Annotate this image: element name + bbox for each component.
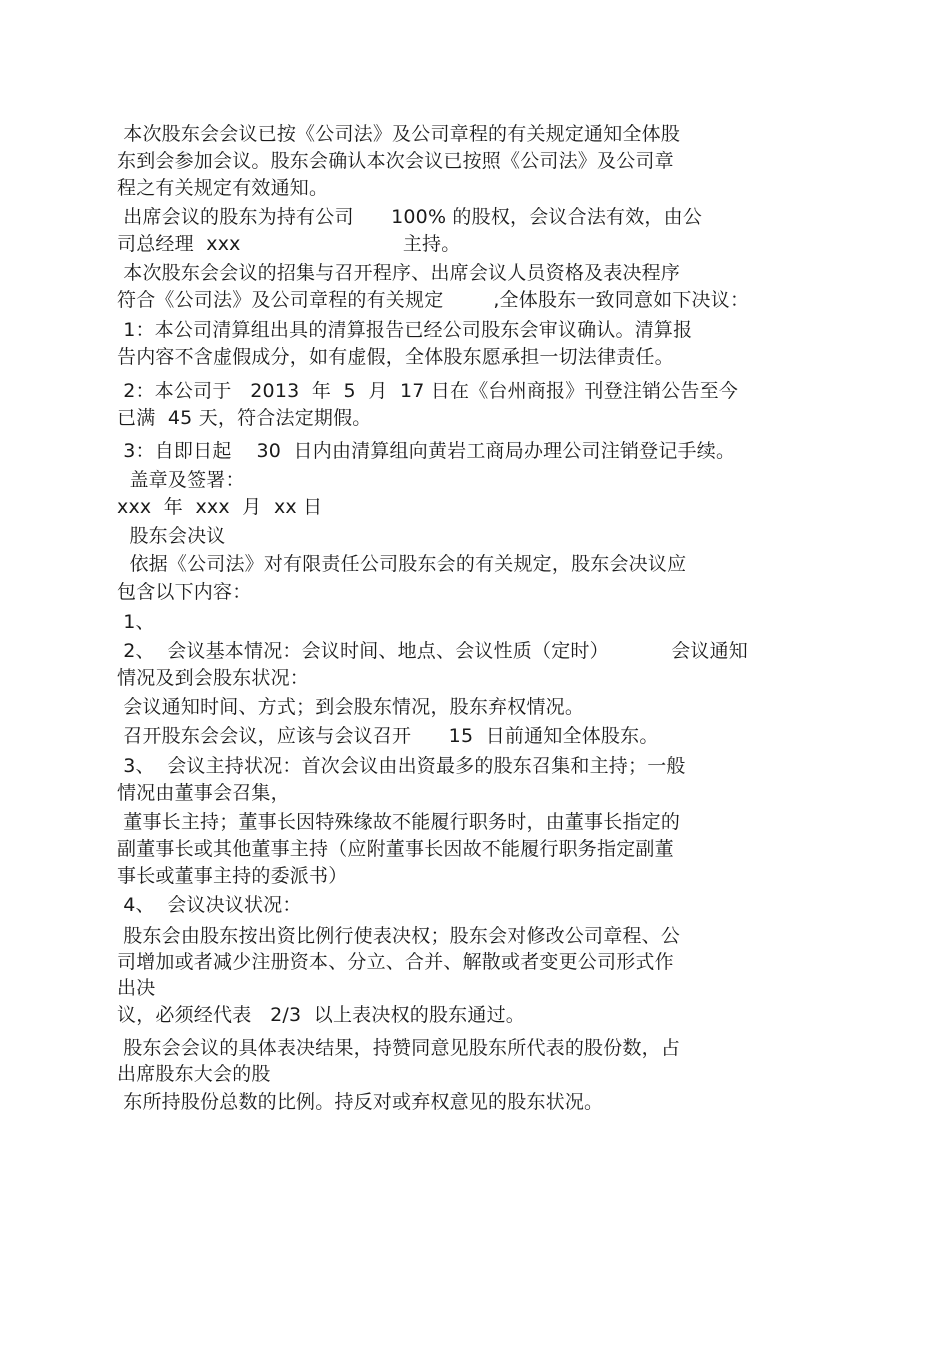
text-line: 2：本公司于 2013 年 5 月 17 日在《台州商报》刊登注销公告至今 — [117, 380, 739, 402]
text-line: 召开股东会会议，应该与会议召开 15 日前通知全体股东。 — [117, 725, 659, 747]
text-line: 司总经理 xxx 主持。 — [117, 233, 461, 255]
text-line: 1：本公司清算组出具的清算报告已经公司股东会审议确认。清算报 — [117, 319, 693, 341]
text-line: 符合《公司法》及公司章程的有关规定 ,全体股东一致同意如下决议： — [117, 289, 750, 311]
text-line: 副董事长或其他董事主持（应附董事长因故不能履行职务指定副董 — [117, 838, 674, 860]
text-line: 1、 — [117, 611, 155, 633]
text-line: 包含以下内容： — [117, 581, 252, 603]
text-line: 出席会议的股东为持有公司 100% 的股权，会议合法有效，由公 — [117, 206, 703, 228]
text-line: 股东会会议的具体表决结果，持赞同意见股东所代表的股份数，占 — [117, 1037, 681, 1059]
text-line: 情况及到会股东状况： — [117, 667, 310, 689]
text-line: 盖章及签署： — [117, 469, 245, 491]
text-line: 依据《公司法》对有限责任公司股东会的有关规定，股东会决议应 — [117, 553, 687, 575]
text-line: 程之有关规定有效通知。 — [117, 177, 329, 199]
text-line: 司增加或者减少注册资本、分立、合并、解散或者变更公司形式作 — [117, 951, 674, 973]
text-line: 告内容不含虚假成分，如有虚假，全体股东愿承担一切法律责任。 — [117, 346, 674, 368]
text-line: 出决 — [117, 977, 156, 999]
text-line: 4、 会议决议状况： — [117, 894, 302, 916]
text-line: 已满 45 天，符合法定期假。 — [117, 407, 372, 429]
text-line: 情况由董事会召集， — [117, 782, 290, 804]
text-line: 2、 会议基本情况：会议时间、地点、会议性质（定时） 会议通知 — [117, 640, 749, 662]
signature-date: xxx 年 xxx 月 xx 日 — [117, 496, 323, 518]
text-line: 事长或董事主持的委派书） — [117, 865, 348, 887]
text-line: 董事长主持；董事长因特殊缘故不能履行职务时，由董事长指定的 — [117, 811, 681, 833]
text-line: 股东会由股东按出资比例行使表决权；股东会对修改公司章程、公 — [117, 925, 681, 947]
text-line: 议，必须经代表 2/3 以上表决权的股东通过。 — [117, 1004, 525, 1026]
section-heading: 股东会决议 — [117, 525, 226, 547]
text-line: 会议通知时间、方式；到会股东情况，股东弃权情况。 — [117, 696, 585, 718]
text-line: 本次股东会会议已按《公司法》及公司章程的有关规定通知全体股 — [117, 123, 681, 145]
text-line: 出席股东大会的股 — [117, 1063, 271, 1085]
text-line: 3：自即日起 30 日内由清算组向黄岩工商局办理公司注销登记手续。 — [117, 440, 736, 462]
text-line: 东到会参加会议。股东会确认本次会议已按照《公司法》及公司章 — [117, 150, 674, 172]
text-line: 3、 会议主持状况：首次会议由出资最多的股东召集和主持；一般 — [117, 755, 686, 777]
text-line: 本次股东会会议的招集与召开程序、出席会议人员资格及表决程序 — [117, 262, 681, 284]
text-line: 东所持股份总数的比例。持反对或弃权意见的股东状况。 — [117, 1091, 604, 1113]
